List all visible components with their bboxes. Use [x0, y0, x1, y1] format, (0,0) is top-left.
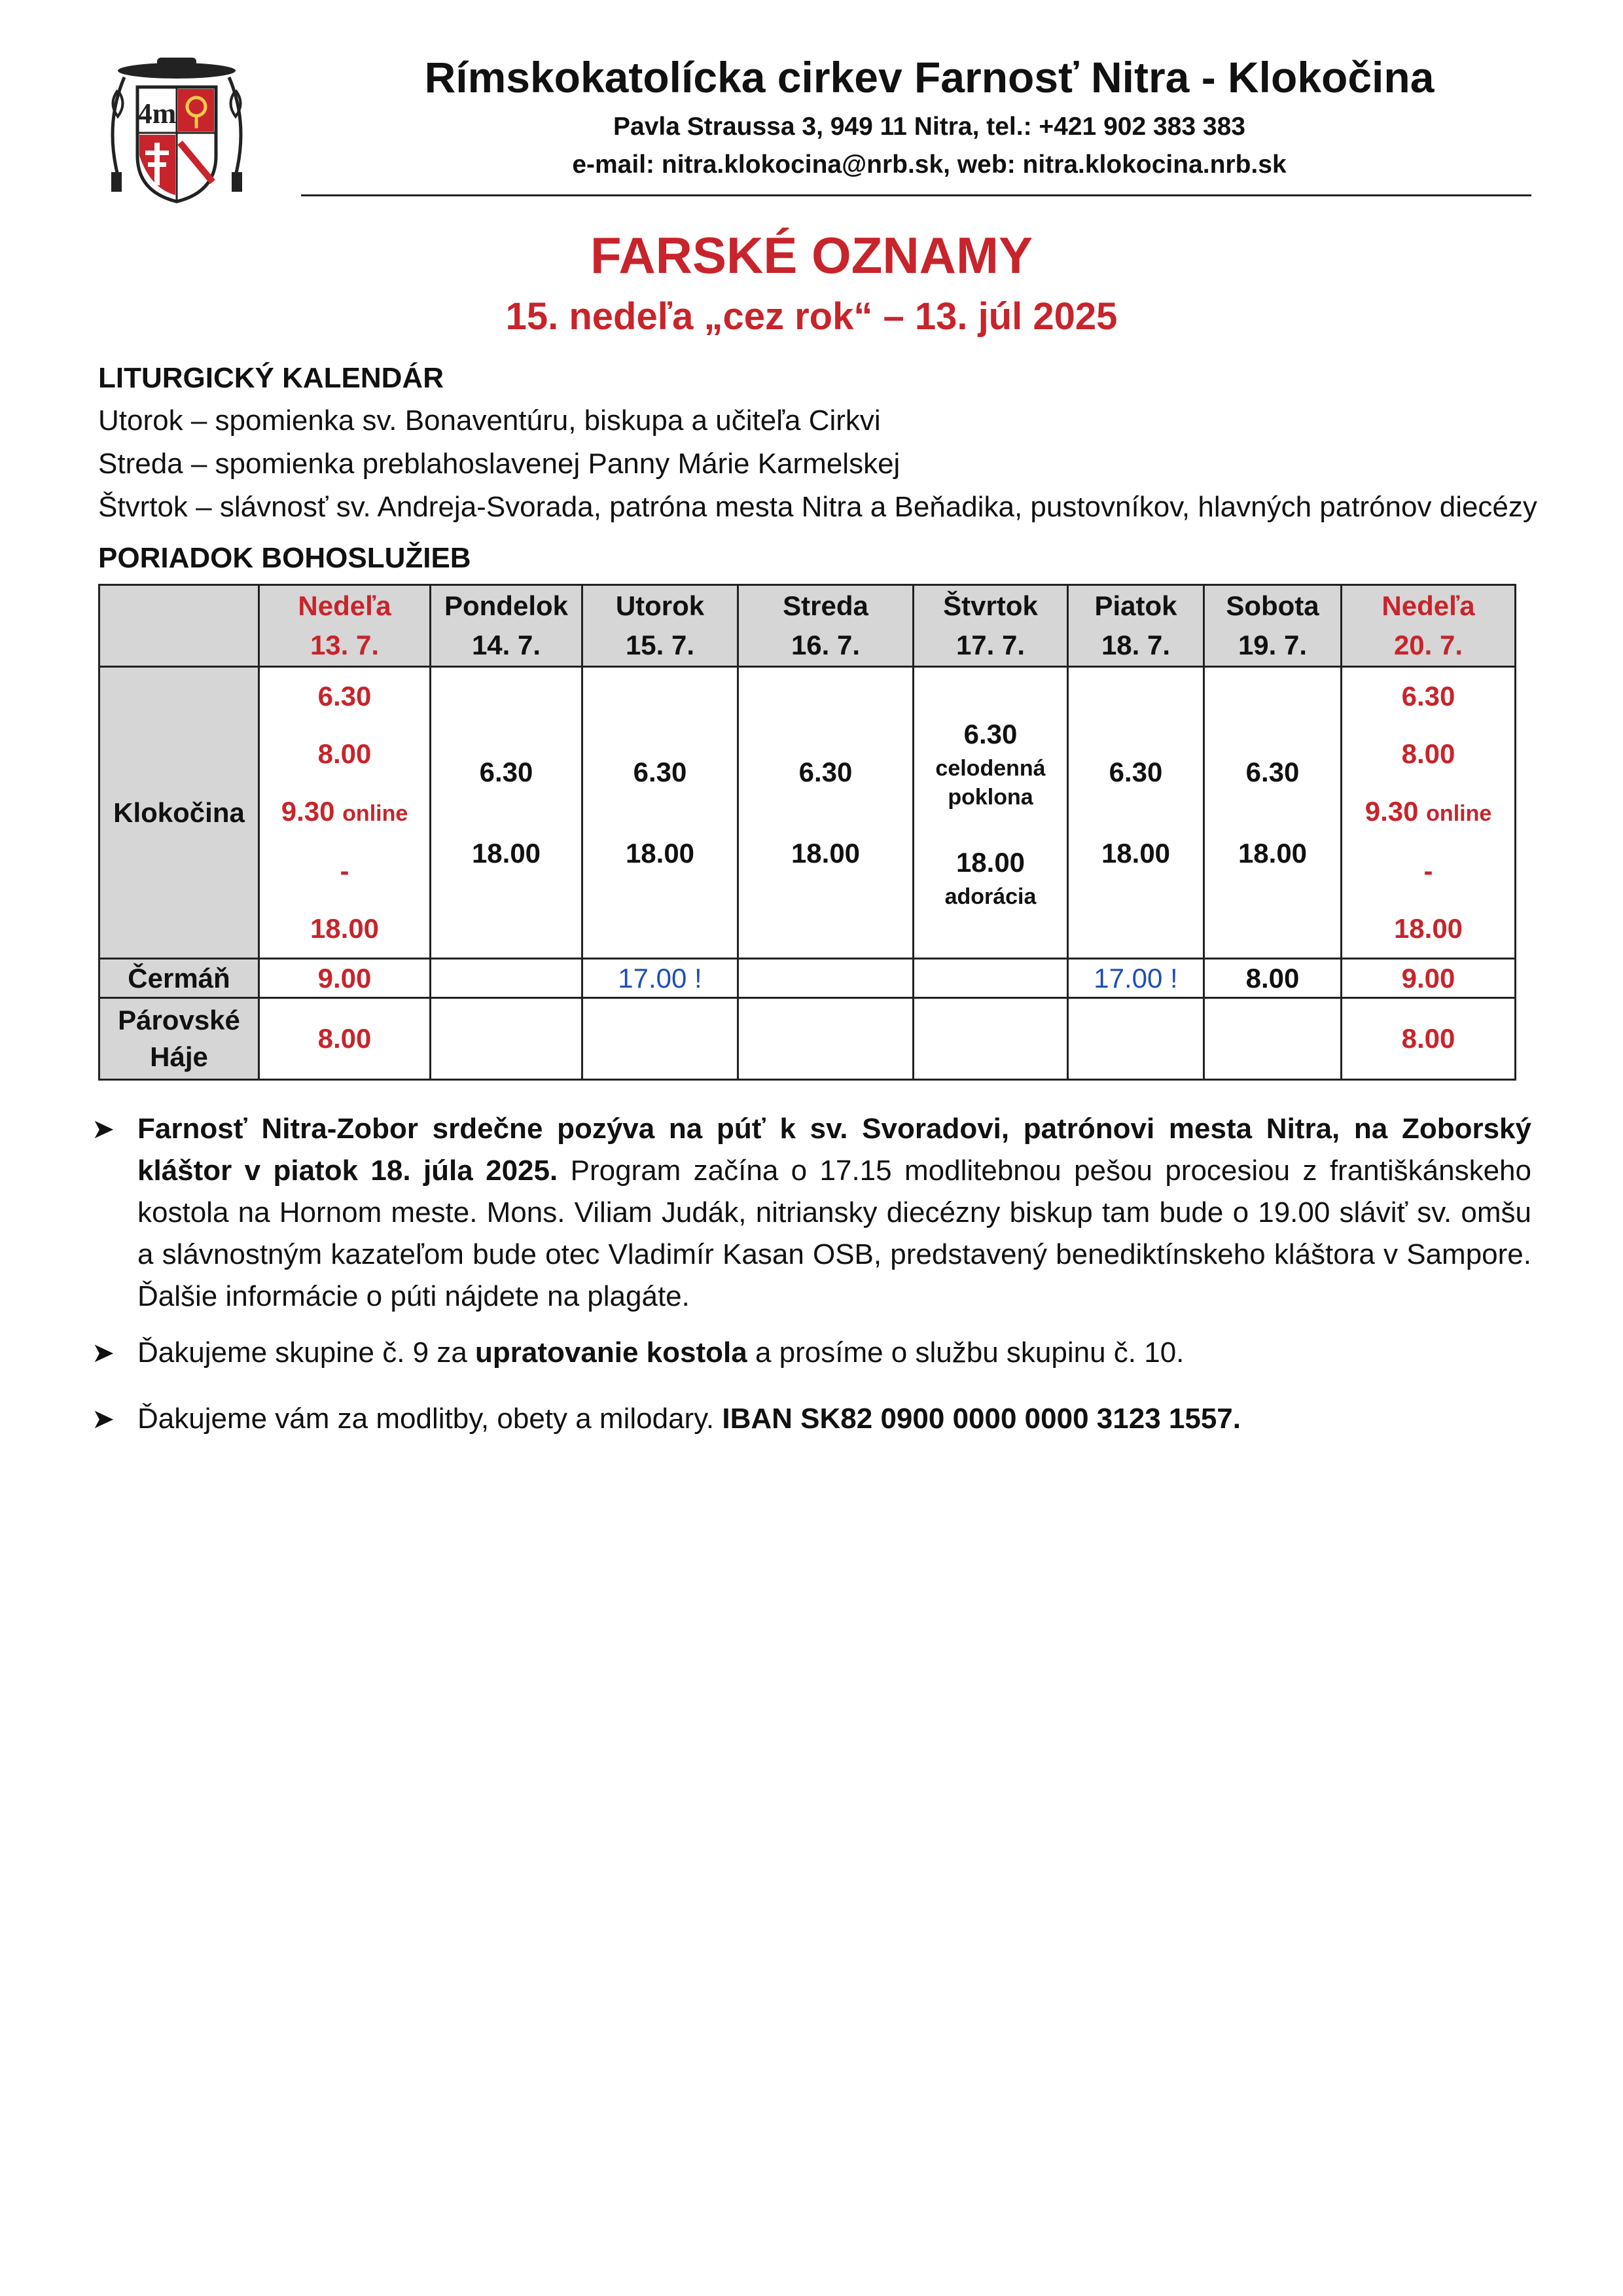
day-date: 13. 7. — [310, 630, 380, 660]
announcement-text: Program začína o 17.15 modlitebnou pešou procesiou z františkánskeho kostola na Hornom meste. Mons. Viliam Judák, nitriansky diecézny biskup tam bude o 19.00 sláviť sv. omšu a slávnostným kazateľom bude otec Vladimír Kasan OSB, predstavený benediktínskeho kláštora v Sampore. Ďalšie informácie o púti nájdete na plagáte. — [137, 1155, 1532, 1312]
day-date: 14. 7. — [471, 630, 541, 660]
schedule-cell — [914, 667, 1068, 959]
mass-time: 18.00 — [1101, 837, 1171, 869]
mass-time: 18.00 — [625, 837, 695, 869]
mass-time: 6.30 — [633, 756, 687, 787]
day-header — [582, 585, 738, 667]
schedule-cell — [259, 667, 431, 959]
schedule-cell — [582, 998, 738, 1080]
schedule-cell — [738, 959, 914, 998]
document-subtitle: 15. nedeľa „cez rok“ – 13. júl 2025 — [505, 295, 1118, 338]
arrow-bullet-icon: ➤ — [92, 1337, 115, 1368]
mass-time: 18.00 — [955, 846, 1026, 878]
mass-time: 18.00 — [1238, 837, 1308, 869]
day-name: Utorok — [615, 590, 705, 621]
day-name: Štvrtok — [943, 590, 1038, 621]
row-label: Párovské Háje — [99, 998, 259, 1080]
day-name: Pondelok — [444, 590, 569, 621]
announcement-bold: upratovanie kostola — [475, 1336, 747, 1369]
mass-time-online: 9.30 online — [1364, 796, 1492, 827]
day-name: Streda — [783, 590, 868, 621]
iban-text: IBAN SK82 0900 0000 0000 3123 1557. — [722, 1403, 1241, 1435]
day-date: 19. 7. — [1238, 630, 1308, 660]
mass-time: 18.00 — [471, 837, 541, 869]
schedule-heading: PORIADOK BOHOSLUŽIEB — [98, 542, 471, 574]
day-date: 18. 7. — [1101, 630, 1171, 660]
note: poklona — [948, 784, 1033, 810]
schedule-cell — [738, 667, 914, 959]
day-header — [259, 585, 431, 667]
announcement-3 — [92, 1398, 1531, 1440]
schedule-cell: 9.00 — [259, 959, 431, 998]
mass-time: 6.30 — [1401, 681, 1455, 711]
mass-time: 18.00 — [791, 837, 861, 869]
mass-time: 6.30 — [317, 681, 372, 711]
dash: - — [1423, 855, 1433, 886]
day-date: 20. 7. — [1393, 630, 1463, 660]
schedule-cell: 8.00 — [259, 998, 431, 1080]
dash: - — [340, 855, 349, 886]
row-label: Klokočina — [99, 667, 259, 959]
svg-text:4m: 4m — [137, 98, 177, 130]
liturgical-line: Utorok – spomienka sv. Bonaventúru, biskupa a učiteľa Cirkvi — [98, 404, 881, 437]
day-header — [431, 585, 582, 667]
schedule-cell — [1204, 667, 1342, 959]
day-header — [738, 585, 914, 667]
schedule-cell: 9.00 — [1342, 959, 1516, 998]
day-name: Sobota — [1226, 590, 1319, 621]
mass-time: 18.00 — [310, 913, 380, 944]
liturgical-line: Štvrtok – slávnosť sv. Andreja-Svorada, patróna mesta Nitra a Beňadika, pustovníkov, hlavných patrónov diecézy — [98, 491, 1537, 523]
day-header — [1068, 585, 1204, 667]
corner-cell — [99, 585, 259, 667]
announcement-text: Ďakujeme skupine č. 9 za — [137, 1336, 476, 1369]
day-header — [914, 585, 1068, 667]
mass-time: 6.30 — [1109, 756, 1163, 787]
day-header — [1342, 585, 1516, 667]
header-divider — [301, 194, 1531, 196]
schedule-cell — [582, 667, 738, 959]
mass-time: 6.30 — [479, 756, 533, 787]
org-name: Rímskokatolícka cirkev Farnosť Nitra - Klokočina — [424, 53, 1435, 101]
schedule-cell: 8.00 — [1204, 959, 1342, 998]
mass-time: 8.00 — [1401, 738, 1455, 769]
liturgical-calendar-heading: LITURGICKÝ KALENDÁR — [98, 362, 444, 394]
table-header-row — [99, 585, 1516, 667]
schedule-cell — [914, 998, 1068, 1080]
schedule-cell — [1068, 667, 1204, 959]
mass-schedule-table — [98, 584, 1516, 1081]
schedule-cell — [914, 959, 1068, 998]
day-date: 15. 7. — [625, 630, 695, 660]
table-row-cerman — [99, 959, 1516, 998]
liturgical-line: Streda – spomienka preblahoslavenej Panny Márie Karmelskej — [98, 448, 901, 480]
mass-time: 6.30 — [798, 756, 853, 787]
day-date: 17. 7. — [955, 630, 1026, 660]
announcement-text: Ďakujeme vám za modlitby, obety a milodary. — [137, 1403, 722, 1435]
day-date: 16. 7. — [791, 630, 861, 660]
mass-time: 18.00 — [1393, 913, 1463, 944]
announcement-text: a prosíme o službu skupinu č. 10. — [747, 1336, 1185, 1369]
arrow-bullet-icon: ➤ — [92, 1113, 115, 1144]
document-title: FARSKÉ OZNAMY — [590, 226, 1033, 284]
announcement-2 — [92, 1332, 1531, 1374]
schedule-cell — [1342, 667, 1516, 959]
announcement-bold: Farnosť Nitra-Zobor srdečne pozýva na púť k sv. Svoradovi, patrónovi mesta Nitra, na Zoborský kláštor v piatok 18. júla 2025. — [137, 1113, 1531, 1187]
table-row-klokocina — [99, 667, 1516, 959]
announcement-1 — [92, 1108, 1531, 1318]
day-header — [1204, 585, 1342, 667]
org-contact: e-mail: nitra.klokocina@nrb.sk, web: nitra.klokocina.nrb.sk — [572, 151, 1287, 179]
schedule-cell — [1204, 998, 1342, 1080]
arrow-bullet-icon: ➤ — [92, 1403, 115, 1434]
note: adorácia — [944, 884, 1037, 909]
mass-time: 6.30 — [1245, 756, 1300, 787]
row-label: Čermáň — [99, 959, 259, 998]
schedule-cell — [431, 998, 582, 1080]
mass-time: 6.30 — [963, 718, 1018, 749]
schedule-cell — [738, 998, 914, 1080]
note: celodenná — [935, 755, 1046, 781]
schedule-cell: 8.00 — [1342, 998, 1516, 1080]
table-row-parovske-haje — [99, 998, 1516, 1080]
mass-time: 8.00 — [317, 738, 372, 769]
schedule-cell — [431, 959, 582, 998]
parish-crest-logo — [98, 51, 255, 208]
schedule-cell — [1068, 998, 1204, 1080]
day-name: Nedeľa — [1382, 590, 1475, 621]
schedule-cell — [431, 667, 582, 959]
org-address: Pavla Straussa 3, 949 11 Nitra, tel.: +421 902 383 383 — [613, 113, 1245, 141]
day-name: Piatok — [1094, 590, 1177, 621]
mass-time-online: 9.30 online — [281, 796, 408, 827]
day-name: Nedeľa — [298, 590, 391, 621]
schedule-cell: 17.00 ! — [582, 959, 738, 998]
schedule-cell: 17.00 ! — [1068, 959, 1204, 998]
